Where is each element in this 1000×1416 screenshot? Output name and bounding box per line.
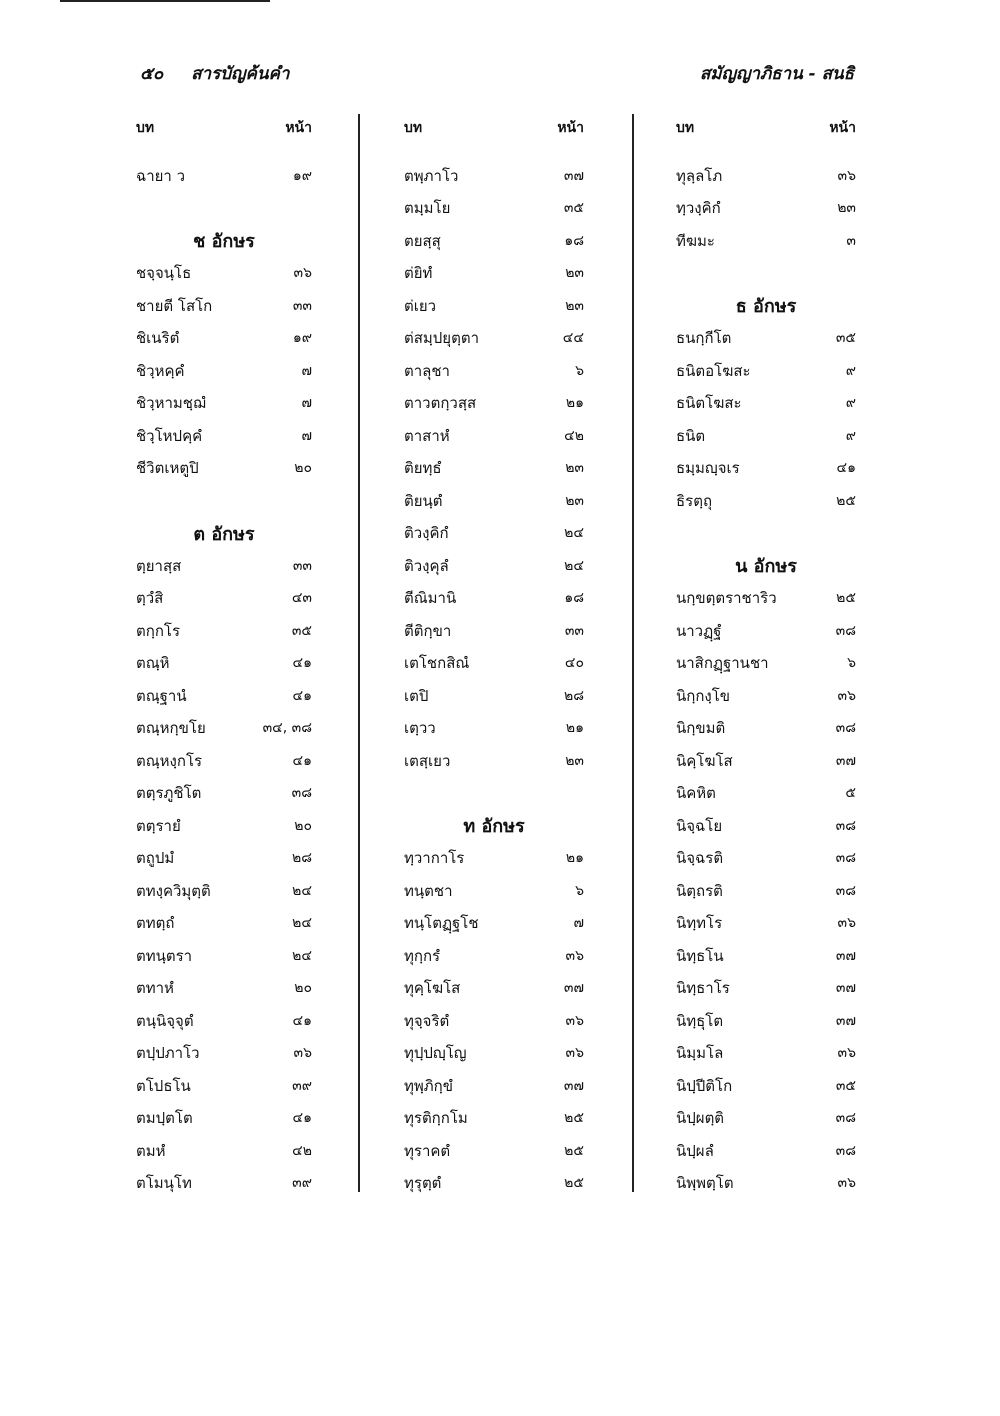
entry-page: ๓๘ <box>835 622 856 639</box>
entry-page: ๖ <box>575 882 584 899</box>
index-entry <box>676 680 856 713</box>
index-entry <box>136 387 312 420</box>
column-header-word: บท <box>136 120 155 137</box>
entry-page: ๓๗ <box>835 752 856 769</box>
index-entry <box>136 550 312 583</box>
entry-page: ๔๓ <box>291 590 312 607</box>
index-entry <box>404 420 584 453</box>
entry-word: ตฺวํสิ <box>136 589 164 608</box>
entry-page: ๓๖ <box>837 915 856 932</box>
spacer <box>136 192 312 225</box>
index-entry <box>136 1102 312 1135</box>
entry-page: ๗ <box>301 362 312 379</box>
spacer <box>136 485 312 518</box>
entry-word: เตปิ <box>404 686 429 705</box>
entry-page: ๓๖ <box>293 1045 312 1062</box>
entry-word: ตมปฺตโต <box>136 1109 193 1128</box>
entry-page: ๑๘ <box>564 232 584 249</box>
entry-word: ชิวฺโหปคฺคํ <box>136 426 203 445</box>
column-header-word: บท <box>676 120 695 137</box>
entry-page: ๒๐ <box>294 980 312 997</box>
entry-page: ๓๘ <box>835 720 856 737</box>
entry-page: ๒๕ <box>836 590 856 607</box>
column-header-page: หน้า <box>829 120 856 137</box>
index-entry <box>676 615 856 648</box>
index-entry <box>676 647 856 680</box>
entry-page: ๓๕ <box>291 622 312 639</box>
index-entry <box>676 192 856 225</box>
entry-word: นิคฺโฆโส <box>676 751 733 770</box>
index-entry <box>136 940 312 973</box>
index-entry <box>676 452 856 485</box>
index-entry <box>404 615 584 648</box>
entry-word: ทุคฺโฆโส <box>404 979 461 998</box>
index-entry <box>404 1005 584 1038</box>
index-entry <box>676 907 856 940</box>
index-entry <box>136 290 312 323</box>
entry-page: ๓๘ <box>835 1110 856 1127</box>
index-entry <box>676 842 856 875</box>
entry-page: ๓๔, ๓๘ <box>262 720 312 737</box>
entry-page: ๒๓ <box>565 492 584 509</box>
entry-page: ๓๘ <box>835 1142 856 1159</box>
entry-page: ๓๖ <box>837 1175 856 1192</box>
entry-word: ทุปฺปญฺโญ <box>404 1044 467 1063</box>
index-entry <box>404 387 584 420</box>
entry-page: ๓๕ <box>835 1077 856 1094</box>
entry-word: ต่เยว <box>404 296 437 315</box>
entry-word: ตทนฺตรา <box>136 946 193 965</box>
entry-word: ตณฺหงฺกโร <box>136 751 203 770</box>
index-column-2 <box>404 112 584 1200</box>
entry-word: ทุรุตฺตํ <box>404 1174 442 1193</box>
entry-word: ตมหํ <box>136 1141 166 1160</box>
entry-page: ๒๓ <box>565 460 584 477</box>
column-divider <box>632 114 634 1192</box>
entry-word: นิกฺกงฺโข <box>676 686 731 705</box>
entry-word: ทุจฺจริตํ <box>404 1011 450 1030</box>
entry-page: ๑๘ <box>564 590 584 607</box>
index-entry <box>404 192 584 225</box>
column-header <box>404 112 584 145</box>
entry-page: ๓๗ <box>835 980 856 997</box>
index-entry <box>136 745 312 778</box>
entry-page: ๓๖ <box>293 265 312 282</box>
entry-word: ตโมนุโท <box>136 1174 192 1193</box>
index-entry <box>676 1037 856 1070</box>
index-entry <box>404 940 584 973</box>
entry-page: ๔๑ <box>836 460 856 477</box>
entry-page: ๖ <box>847 655 856 672</box>
entry-word: ทุพฺภิกฺขํ <box>404 1076 453 1095</box>
index-entry <box>404 712 584 745</box>
index-entry <box>404 1070 584 1103</box>
entry-word: นิทฺธาโร <box>676 979 730 998</box>
entry-word: ตทตฺถํ <box>136 914 175 933</box>
index-entry <box>404 550 584 583</box>
index-entry <box>136 1135 312 1168</box>
entry-page: ๓๙ <box>292 1077 312 1094</box>
entry-word: นกฺขตฺตราชาริว <box>676 589 777 608</box>
index-entry <box>404 1135 584 1168</box>
index-entry <box>136 322 312 355</box>
entry-word: นิกฺขมติ <box>676 719 726 738</box>
entry-word: เตฺวว <box>404 719 436 738</box>
index-entry <box>404 257 584 290</box>
entry-word: นิจฺฉรติ <box>676 849 724 868</box>
page-number: ๕๐ <box>140 64 164 84</box>
index-entry <box>404 355 584 388</box>
entry-word: ติยนฺตํ <box>404 491 443 510</box>
index-entry <box>404 1037 584 1070</box>
entry-page: ๓๗ <box>563 1077 584 1094</box>
entry-page: ๗ <box>301 427 312 444</box>
entry-page: ๓๖ <box>837 1045 856 1062</box>
entry-page: ๒๘ <box>291 850 312 867</box>
running-header-left <box>140 60 289 87</box>
entry-page: ๒๔ <box>564 557 584 574</box>
section-heading: น อักษร <box>735 556 797 578</box>
entry-page: ๓ <box>846 232 856 249</box>
index-entry <box>676 1167 856 1200</box>
entry-word: นิทฺธุโต <box>676 1011 724 1030</box>
entry-word: ตณฺหกฺขโย <box>136 719 206 738</box>
entry-page: ๕ <box>845 785 856 802</box>
entry-page: ๓๘ <box>835 850 856 867</box>
entry-page: ๓๘ <box>291 785 312 802</box>
entry-word: นาวฏฺฐํ <box>676 621 722 640</box>
entry-page: ๒๔ <box>292 882 312 899</box>
entry-word: ชิเนริตํ <box>136 329 180 348</box>
entry-page: ๔๑ <box>292 1110 312 1127</box>
entry-page: ๔๑ <box>292 1012 312 1029</box>
column-header-page: หน้า <box>557 120 584 137</box>
entry-word: นิตฺถรติ <box>676 881 723 900</box>
entry-page: ๔๒ <box>292 1142 312 1159</box>
entry-page: ๖ <box>575 362 584 379</box>
index-entry <box>404 745 584 778</box>
entry-word: เตสฺเยว <box>404 751 451 770</box>
entry-word: ตีณิมานิ <box>404 589 457 608</box>
spacer <box>676 257 856 290</box>
entry-word: ทฺวงฺคิกํ <box>676 199 721 218</box>
index-entry <box>404 322 584 355</box>
index-entry <box>404 1167 584 1200</box>
entry-word: ทุกฺกรํ <box>404 946 441 965</box>
entry-page: ๓๓ <box>292 297 312 314</box>
entry-page: ๒๓ <box>837 200 856 217</box>
index-entry <box>404 842 584 875</box>
entry-word: ทีฆมะ <box>676 231 715 250</box>
entry-word: ตฺยาสฺส <box>136 556 182 575</box>
entry-page: ๒๘ <box>563 687 584 704</box>
index-entry <box>676 1135 856 1168</box>
entry-word: ธนิตอโฆสะ <box>676 361 751 380</box>
index-entry <box>676 355 856 388</box>
index-entry <box>676 582 856 615</box>
entry-page: ๓๘ <box>835 882 856 899</box>
entry-word: ตีติกฺขา <box>404 621 452 640</box>
column-header-page: หน้า <box>285 120 312 137</box>
entry-word: ตพฺภาโว <box>404 166 459 185</box>
entry-word: นิมฺมโล <box>676 1044 724 1063</box>
index-entry <box>136 907 312 940</box>
entry-word: ตตฺรภูชิโต <box>136 784 202 803</box>
entry-page: ๔๐ <box>564 655 584 672</box>
entry-word: ตยสฺสุ <box>404 231 441 250</box>
entry-page: ๒๑ <box>565 850 584 867</box>
column-divider <box>358 114 360 1192</box>
entry-word: ธนิตโฆสะ <box>676 394 742 413</box>
entry-word: ธิรตฺถุ <box>676 491 713 510</box>
entry-page: ๔๑ <box>292 687 312 704</box>
entry-word: นิจฺฉโย <box>676 816 723 835</box>
entry-page: ๙ <box>845 427 856 444</box>
entry-page: ๒๐ <box>294 817 312 834</box>
entry-page: ๔๔ <box>562 330 584 347</box>
index-entry <box>676 875 856 908</box>
index-entry <box>136 355 312 388</box>
index-entry <box>676 225 856 258</box>
index-entry <box>136 680 312 713</box>
index-entry <box>676 1102 856 1135</box>
entry-word: นิพฺพตฺโต <box>676 1174 734 1193</box>
index-column-3 <box>676 112 856 1200</box>
index-entry <box>136 420 312 453</box>
index-entry <box>404 485 584 518</box>
entry-word: ตถูปมํ <box>136 849 175 868</box>
column-header <box>136 112 312 145</box>
entry-word: นิปฺผตฺติ <box>676 1109 725 1128</box>
entry-page: ๑๙ <box>292 167 312 184</box>
index-entry <box>404 452 584 485</box>
running-header-right: สมัญญาภิธาน - สนธิ <box>699 64 854 84</box>
index-entry <box>136 582 312 615</box>
entry-page: ๓๖ <box>837 687 856 704</box>
entry-word: ติวงฺคิกํ <box>404 524 449 543</box>
index-entry <box>676 1070 856 1103</box>
entry-word: ตาลุชา <box>404 361 450 380</box>
entry-word: ชีวิตเหตูปิ <box>136 459 199 478</box>
entry-page: ๒๓ <box>565 297 584 314</box>
entry-word: ติยทฺธํ <box>404 459 442 478</box>
section-heading: ธ อักษร <box>735 296 797 318</box>
index-entry <box>404 972 584 1005</box>
entry-word: นาสิกฏฺฐานชา <box>676 654 769 673</box>
index-entry <box>136 1070 312 1103</box>
entry-word: ฉายา ว <box>136 166 186 185</box>
index-entry <box>136 452 312 485</box>
index-entry <box>136 810 312 843</box>
book-section-title: สารบัญค้นคำ <box>191 64 290 84</box>
index-entry <box>136 972 312 1005</box>
entry-page: ๒๐ <box>294 460 312 477</box>
index-entry <box>676 745 856 778</box>
entry-page: ๓๕ <box>835 330 856 347</box>
entry-word: เตโชกสิณํ <box>404 654 470 673</box>
index-entry <box>676 712 856 745</box>
entry-page: ๓๖ <box>565 1012 584 1029</box>
entry-word: นิปฺผลํ <box>676 1141 714 1160</box>
entry-page: ๒๓ <box>565 752 584 769</box>
index-entry <box>404 1102 584 1135</box>
index-entry <box>676 387 856 420</box>
entry-word: ทฺวากาโร <box>404 849 465 868</box>
entry-page: ๔๑ <box>292 655 312 672</box>
entry-word: ต่สมฺปยุตฺตา <box>404 329 479 348</box>
entry-word: ทุลฺลโภ <box>676 166 723 185</box>
index-entry <box>404 680 584 713</box>
entry-word: นิคหิต <box>676 784 716 803</box>
index-entry <box>404 647 584 680</box>
index-entry <box>404 907 584 940</box>
entry-word: ทุรติกฺกโม <box>404 1109 468 1128</box>
index-entry <box>404 225 584 258</box>
entry-word: ตปฺปภาโว <box>136 1044 200 1063</box>
index-entry <box>676 322 856 355</box>
entry-word: ตณฺฐานํ <box>136 686 187 705</box>
entry-word: ทุราคตํ <box>404 1141 451 1160</box>
entry-word: ติวงฺคุลํ <box>404 556 449 575</box>
entry-page: ๗ <box>573 915 584 932</box>
entry-page: ๓๙ <box>292 1175 312 1192</box>
index-entry <box>404 582 584 615</box>
column-header <box>676 112 856 145</box>
entry-word: ตตฺรายํ <box>136 816 181 835</box>
index-entry <box>676 940 856 973</box>
index-entry <box>676 972 856 1005</box>
index-entry <box>136 1037 312 1070</box>
index-entry <box>136 1005 312 1038</box>
entry-page: ๓๗ <box>563 167 584 184</box>
section-heading: ท อักษร <box>463 816 525 838</box>
entry-word: ตทาหํ <box>136 979 174 998</box>
index-entry <box>676 777 856 810</box>
entry-page: ๓๖ <box>565 1045 584 1062</box>
entry-word: ชิวฺหคฺคํ <box>136 361 185 380</box>
index-entry <box>136 160 312 193</box>
entry-page: ๔๑ <box>292 752 312 769</box>
index-entry <box>404 517 584 550</box>
entry-page: ๔๒ <box>564 427 584 444</box>
entry-page: ๒๑ <box>565 395 584 412</box>
entry-page: ๓๖ <box>565 947 584 964</box>
entry-word: ชิวฺหามชฺฌํ <box>136 394 206 413</box>
column-header-word: บท <box>404 120 423 137</box>
index-entry <box>676 420 856 453</box>
index-entry <box>404 160 584 193</box>
index-entry <box>676 160 856 193</box>
index-entry <box>676 810 856 843</box>
entry-page: ๓๘ <box>835 817 856 834</box>
index-entry <box>136 615 312 648</box>
entry-page: ๙ <box>845 395 856 412</box>
entry-page: ๓๗ <box>835 947 856 964</box>
index-entry <box>136 1167 312 1200</box>
entry-word: ธนิต <box>676 426 706 445</box>
entry-page: ๒๕ <box>564 1110 584 1127</box>
index-entry <box>136 257 312 290</box>
entry-word: ตาวตกฺวสฺส <box>404 394 477 413</box>
entry-word: นิทฺทโร <box>676 914 723 933</box>
entry-page: ๒๔ <box>292 915 312 932</box>
index-entry <box>676 485 856 518</box>
entry-page: ๓๖ <box>837 167 856 184</box>
entry-word: ตนฺนิจฺจุตํ <box>136 1011 194 1030</box>
index-entry <box>136 875 312 908</box>
index-entry <box>676 1005 856 1038</box>
entry-word: ตโปธโน <box>136 1076 191 1095</box>
top-rule <box>60 0 270 2</box>
index-entry <box>404 290 584 323</box>
entry-word: ตาสาหํ <box>404 426 450 445</box>
entry-page: ๒๕ <box>836 492 856 509</box>
entry-page: ๙ <box>845 362 856 379</box>
index-column-1 <box>136 112 312 1200</box>
entry-word: ตณฺหิ <box>136 654 170 673</box>
entry-word: ธนกฺกีโต <box>676 329 732 348</box>
section-heading: ช อักษร <box>193 231 255 253</box>
entry-word: ทนฺตชา <box>404 881 453 900</box>
entry-word: ต่ยิทํ <box>404 264 433 283</box>
entry-page: ๓๗ <box>563 980 584 997</box>
entry-word: ตทงฺควิมุตฺติ <box>136 881 211 900</box>
entry-page: ๒๕ <box>564 1142 584 1159</box>
entry-word: ชจฺจนฺโธ <box>136 264 192 283</box>
entry-page: ๒๔ <box>292 947 312 964</box>
entry-word: ชายตี โสโก <box>136 296 213 315</box>
entry-page: ๓๗ <box>835 1012 856 1029</box>
entry-page: ๒๔ <box>564 525 584 542</box>
entry-word: ตมฺมโย <box>404 199 451 218</box>
spacer <box>404 777 584 810</box>
entry-word: ทนฺโตฏฺฐโช <box>404 914 479 933</box>
entry-page: ๓๕ <box>563 200 584 217</box>
index-entry <box>136 777 312 810</box>
section-heading: ต อักษร <box>193 523 255 545</box>
entry-page: ๓๓ <box>564 622 584 639</box>
entry-page: ๒๑ <box>565 720 584 737</box>
entry-page: ๓๓ <box>292 557 312 574</box>
index-entry <box>136 647 312 680</box>
index-entry <box>404 875 584 908</box>
index-entry <box>136 712 312 745</box>
entry-word: ธมฺมญฺจเร <box>676 459 740 478</box>
entry-word: นิทฺธโน <box>676 946 724 965</box>
entry-word: นิปฺปีติโก <box>676 1076 733 1095</box>
entry-word: ตกฺกโร <box>136 621 181 640</box>
entry-page: ๗ <box>301 395 312 412</box>
entry-page: ๑๙ <box>292 330 312 347</box>
entry-page: ๒๕ <box>564 1175 584 1192</box>
index-entry <box>136 842 312 875</box>
entry-page: ๒๓ <box>565 265 584 282</box>
spacer <box>676 517 856 550</box>
